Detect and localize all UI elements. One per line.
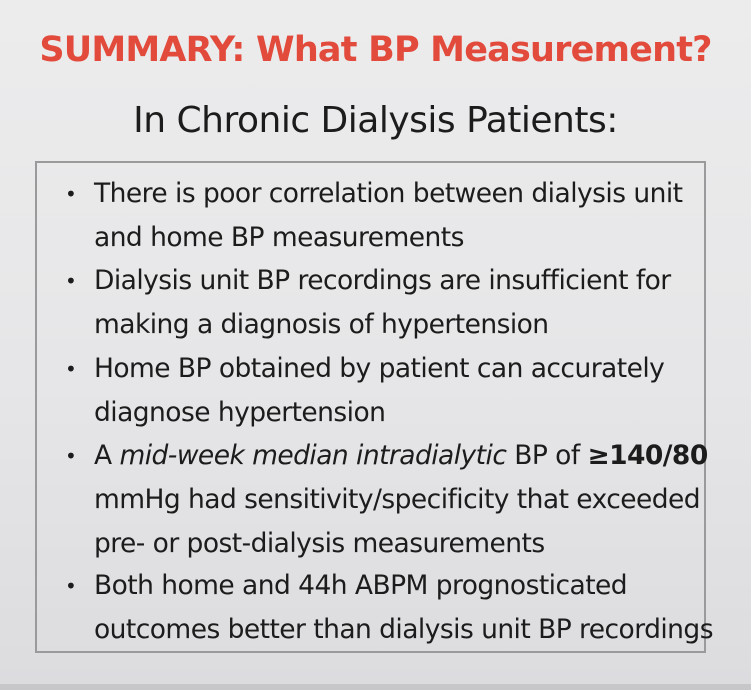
summary-box <box>35 161 713 653</box>
bullet-line: mmHg had sensitivity/specificity that exceeded <box>94 484 701 515</box>
bullet-line: Both home and 44h ABPM prognosticated <box>94 570 628 601</box>
bullet-marker: • <box>65 269 77 293</box>
bullet-line: pre- or post-dialysis measurements <box>94 528 545 559</box>
bullet-marker: • <box>65 182 77 206</box>
italic-phrase: mid-week median intradialytic <box>119 440 507 471</box>
bullet-marker: • <box>65 444 77 468</box>
bullet-line: There is poor correlation between dialysis unit <box>94 178 683 209</box>
bullet-marker: • <box>65 357 77 381</box>
screen-bottom-edge <box>0 684 751 690</box>
bullet-line: making a diagnosis of hypertension <box>94 309 549 340</box>
bullet-text: BP of <box>506 440 588 471</box>
slide-subtitle: In Chronic Dialysis Patients: <box>133 100 618 141</box>
bullet-marker: • <box>65 574 77 598</box>
bullet-line: and home BP measurements <box>94 222 464 253</box>
bullet-line: Home BP obtained by patient can accurately <box>94 353 665 384</box>
bullet-text: A <box>94 440 120 471</box>
bullet-line: outcomes better than dialysis unit BP recordings <box>94 614 713 645</box>
slide-title: SUMMARY: What BP Measurement? <box>39 30 712 70</box>
bp-threshold: ≥140/80 <box>587 440 708 471</box>
bullet-line: Dialysis unit BP recordings are insufficient for <box>94 265 671 296</box>
bullet-line <box>94 437 708 481</box>
bullet-line: diagnose hypertension <box>94 397 386 428</box>
